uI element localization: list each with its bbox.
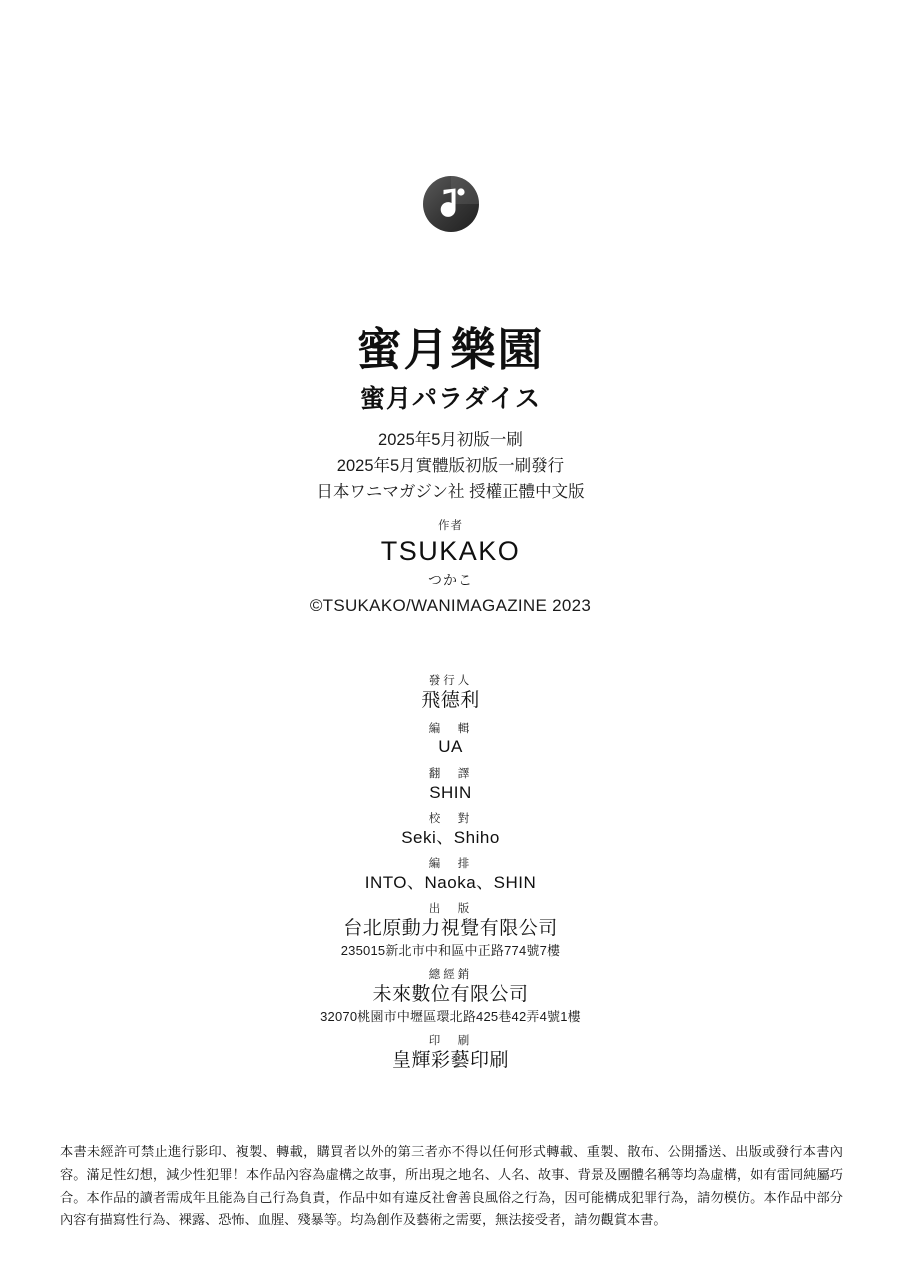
- credit-label: 編 輯: [428, 722, 473, 735]
- credit-label: 編 排: [428, 857, 473, 870]
- credit-row: [0, 968, 901, 1026]
- credit-value: 飛德利: [421, 689, 480, 711]
- credit-label: 總經銷: [428, 968, 473, 981]
- edition-line-2: 2025年5月實體版初版一刷發行: [336, 456, 565, 475]
- credit-address: 32070桃園市中壢區環北路425巷42弄4號1樓: [320, 1009, 581, 1025]
- copyright-notice: ©TSUKAKO/WANIMAGAZINE 2023: [309, 595, 592, 615]
- credit-address: 235015新北市中和區中正路774號7樓: [340, 943, 561, 959]
- credit-value: INTO、Naoka、SHIN: [364, 872, 537, 892]
- credit-value: UA: [438, 737, 463, 757]
- author-name: TSUKAKO: [380, 536, 521, 567]
- credit-row: [0, 857, 901, 894]
- credit-row: [0, 722, 901, 759]
- edition-info: [316, 428, 584, 505]
- credit-value: SHIN: [429, 782, 472, 802]
- publisher-logo: [422, 175, 480, 233]
- book-title-sub: 蜜月パラダイス: [359, 384, 541, 414]
- credit-row: [0, 812, 901, 849]
- credit-value: 皇輝彩藝印刷: [391, 1049, 509, 1071]
- credit-label: 發行人: [428, 674, 473, 687]
- wani-magazine-logo-icon: [422, 175, 480, 233]
- legal-notice-text: 本書未經許可禁止進行影印、複製、轉載，購買者以外的第三者亦不得以任何形式轉載、重製、散布、公開播送、出版或發行本書內容。滿足性幻想，減少性犯罪！本作品內容為虛構之故事，所出現之地名、人名、故事、背景及團體名稱等均為虛構，如有雷同純屬巧合。本作品的讀者需成年且能為自己行為負責，作品中如有違反社會善良風俗之行為，因可能構成犯罪行為，請勿模仿。本作品中部分內容有描寫性行為、裸露、恐怖、血腥、殘暴等。均為創作及藝術之需要，無法接受者，請勿觀賞本書。: [60, 1144, 843, 1228]
- edition-line-1: 2025年5月初版一刷: [378, 431, 523, 450]
- credit-row: [0, 767, 901, 804]
- author-label: 作者: [438, 520, 463, 533]
- credit-label: 校 對: [428, 812, 473, 825]
- legal-notice: [60, 1141, 843, 1232]
- author-name-kana: つかこ: [428, 571, 473, 588]
- credits-list: [0, 674, 901, 1082]
- edition-line-3: 日本ワニマガジン社 授權正體中文版: [316, 482, 585, 501]
- credit-value: 台北原動力視覺有限公司: [343, 917, 558, 939]
- credit-value: Seki、Shiho: [401, 827, 500, 847]
- credit-row: [0, 1034, 901, 1074]
- credit-label: 印 刷: [428, 1035, 473, 1048]
- credit-row: [0, 674, 901, 714]
- credit-label: 出 版: [428, 902, 473, 915]
- book-title-main: 蜜月樂園: [356, 323, 545, 376]
- title-block: [356, 325, 544, 415]
- author-block: [310, 518, 591, 616]
- credit-row: [0, 902, 901, 960]
- credit-label: 翻 譯: [428, 767, 473, 780]
- credit-value: 未來數位有限公司: [372, 983, 529, 1005]
